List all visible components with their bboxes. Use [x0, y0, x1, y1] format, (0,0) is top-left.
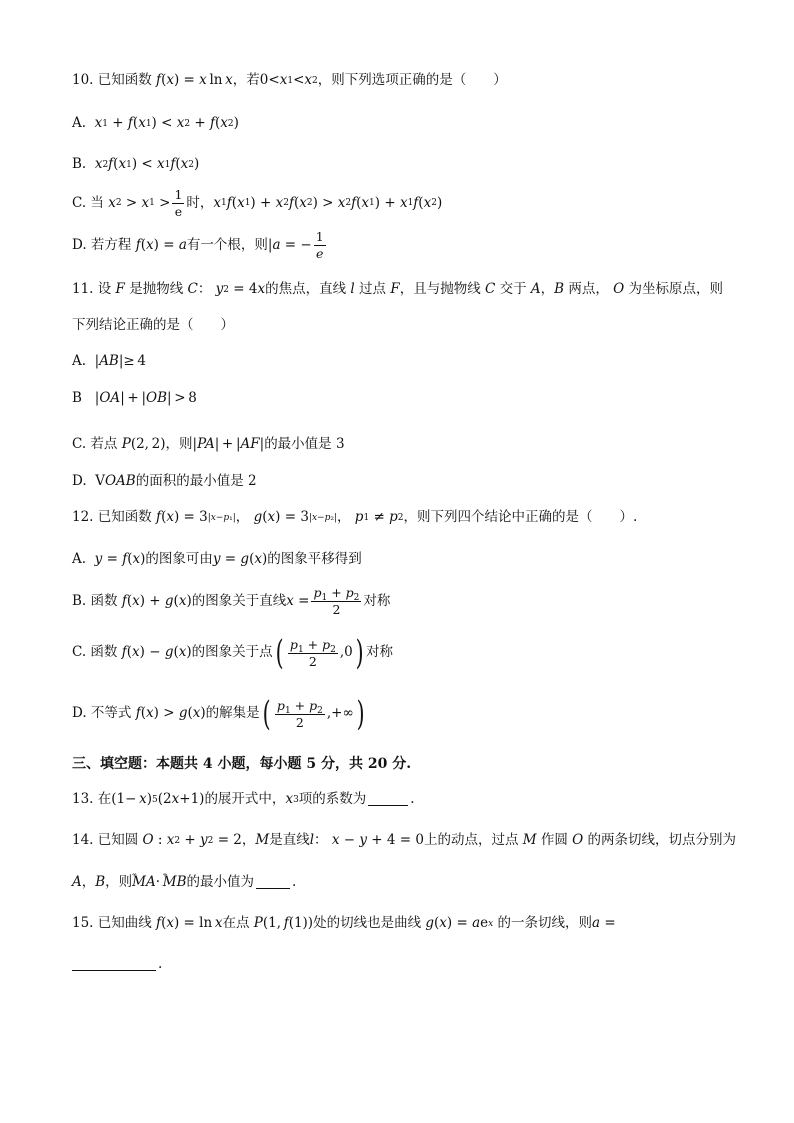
q12-option-b: B. 函数 f ( x ) + g ( x ) 的图象关于直线 x = $\frac{p_1 + p_2}{2}$ 对称: [72, 585, 391, 617]
q14-stem: 14. 已知圆 O : x 2 + y 2 = 2 ， M 是直线 l ： x − y + 4 = 0 上的动点，过点 M 作圆 O 的两条切线，切点分别为: [72, 832, 737, 848]
q14-stem-line2: A ， B ，则 ‸‸ MA · ‸‸ MB 的最小值为 .: [72, 876, 296, 890]
q10-option-a: A. x 1 + f ( x 1 ) < x 2 + f ( x 2 ): [72, 115, 239, 131]
q11-option-a: A. | AB |≥ 4: [72, 353, 147, 369]
q10-stem: 10. 已知函数 f ( x ) = x ln x ，若 0< x 1 < x 2 ，则下列选项正确的是（ ）: [72, 72, 507, 88]
q15-stem: 15. 已知曲线 f ( x ) = ln x 在点 P (1, f (1)) 处的切线也是曲线 g ( x ) = a e x 的一条切线，则 a =: [72, 915, 616, 931]
q13-stem: 13. 在 (1− x ) 5 (2 x +1) 的展开式中， x 3 项的系数为 .: [72, 791, 415, 807]
q12-stem: 12. 已知函数 f ( x ) = 3 |x−p₁| ， g ( x ) = 3 |x−p₂| ， p 1 ≠ p 2 ，则下列四个结论中正确的是（ ）.: [72, 509, 638, 525]
q11-stem: 11. 设 F 是抛物线 C ： y 2 = 4 x 的焦点，直线 l 过点 F ，且与抛物线 C 交于 A ， B 两点， O 为坐标原点，则: [72, 281, 724, 297]
q15-stem-line2: .: [72, 958, 162, 972]
q10-option-c: C. 当 x 2 > x 1 > $\frac{1}{e}$ 时， x 1 f ( x 1 ) + x 2 f ( x 2 ) > x 2 f ( x 1 ) + x 1 f ( x 2 ): [72, 187, 443, 219]
q15-answer-blank[interactable]: [72, 958, 156, 971]
q12-option-d: D. 不等式 f ( x ) > g ( x ) 的解集是 ( $\frac{p_1 + p_2}{2}$ ,+∞ ): [72, 694, 365, 734]
q14-answer-blank[interactable]: [256, 876, 290, 889]
q12-option-a: A. y = f ( x ) 的图象可由 y = g ( x ) 的图象平移得到: [72, 551, 362, 567]
q11-stem-line2: 下列结论正确的是（ ）: [72, 317, 234, 333]
q13-answer-blank[interactable]: [368, 793, 408, 806]
q10-option-b: B. x 2 f ( x 1 ) < x 1 f ( x 2 ): [72, 156, 200, 172]
section-title: 三、填空题：本题共 4 小题，每小题 5 分，共 20 分.: [72, 756, 412, 772]
q10-option-d: D. 若方程 f ( x ) = a 有一个根，则 | a = − $\frac{1}{e}$: [72, 229, 324, 261]
q11-option-d: D. V OAB 的面积的最小值是 2: [72, 473, 257, 489]
q12-option-c: C. 函数 f ( x ) − g ( x ) 的图象关于点 ( $\frac{p_1 + p_2}{2}$ ,0 ) 对称: [72, 633, 393, 673]
q11-option-b: B | OA | + | OB | > 8: [72, 390, 197, 406]
q11-option-c: C. 若点 P (2, 2) ，则 | PA | + | AF | 的最小值是 3: [72, 436, 345, 452]
